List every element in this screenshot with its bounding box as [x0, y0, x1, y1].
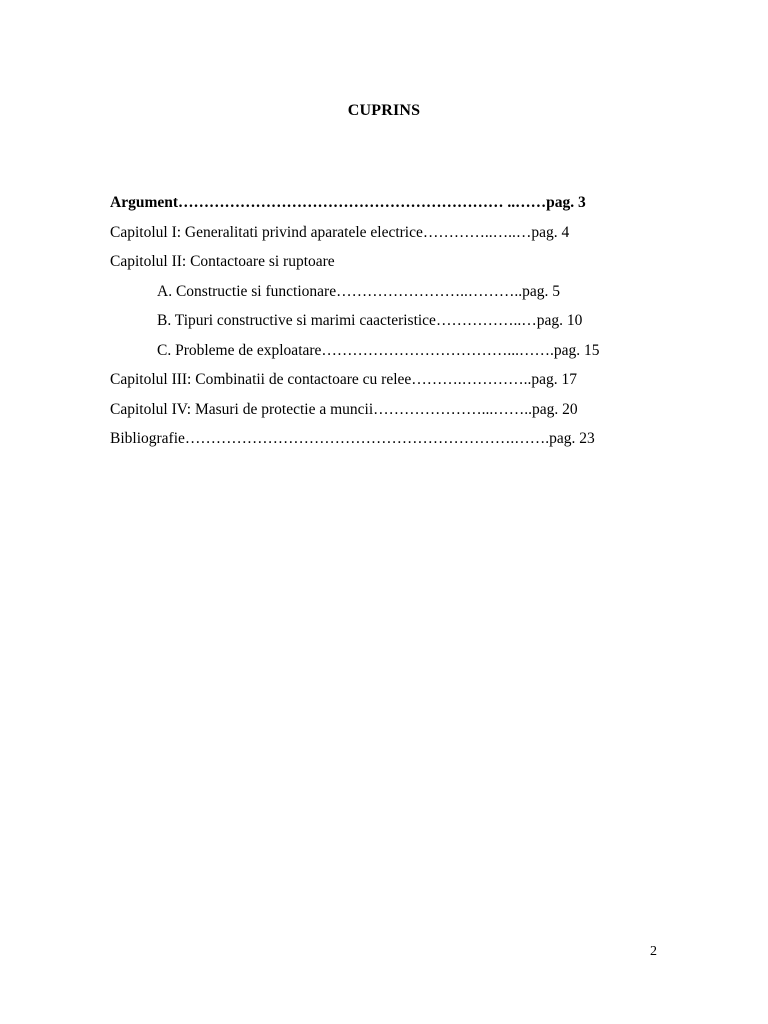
table-of-contents — [110, 188, 670, 454]
toc-entry-chapter-1: Capitolul I: Generalitati privind aparatele electrice…………..…..…pag. 4 — [110, 223, 570, 241]
toc-entry-chapter-2-b: B. Tipuri constructive si marimi caacteristice……………..…pag. 10 — [157, 312, 583, 329]
toc-entry-bibliography: Bibliografie……………………………………………………….…….pag. 23 — [110, 430, 595, 447]
toc-entry-chapter-2-c: C. Probleme de exploatare………………………………...…….pag. 15 — [157, 341, 600, 359]
page-title: CUPRINS — [347, 102, 421, 119]
toc-entry-chapter-2: Capitolul II: Contactoare si ruptoare — [110, 253, 335, 270]
toc-entry-argument: Argument……………………………………………………… ..……pag. 3 — [110, 194, 586, 211]
toc-entry-chapter-4: Capitolul IV: Masuri de protectie a muncii…………………...……..pag. 20 — [110, 400, 578, 418]
page-number: 2 — [650, 944, 657, 959]
toc-entry-chapter-2-a: A. Constructie si functionare……………………..………..pag. 5 — [157, 282, 560, 300]
toc-entry-chapter-3: Capitolul III: Combinatii de contactoare cu relee……….…………..pag. 17 — [110, 371, 578, 388]
